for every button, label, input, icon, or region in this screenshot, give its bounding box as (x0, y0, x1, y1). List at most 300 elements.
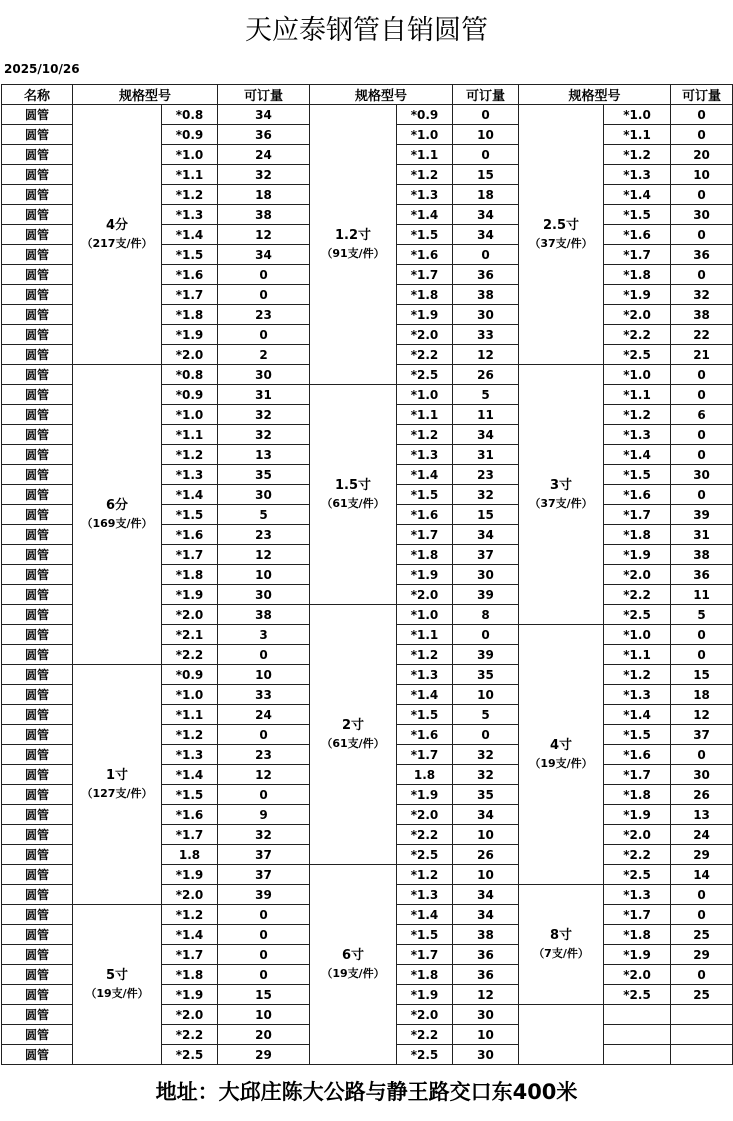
spec-cell: *0.9 (162, 125, 218, 145)
item-name-cell: 圆管 (2, 265, 73, 285)
qty-cell: 0 (671, 385, 733, 405)
qty-cell: 18 (218, 185, 310, 205)
spec-cell: *2.5 (397, 1045, 453, 1065)
qty-cell: 38 (218, 205, 310, 225)
qty-cell: 12 (453, 345, 519, 365)
spec-cell: *1.1 (604, 125, 671, 145)
qty-cell: 0 (671, 905, 733, 925)
spec-cell: *1.9 (397, 985, 453, 1005)
qty-cell: 34 (453, 425, 519, 445)
size-group-pack: （19支/件） (321, 966, 385, 980)
spec-cell: *1.7 (397, 745, 453, 765)
qty-cell: 15 (218, 985, 310, 1005)
size-group-pack: （61支/件） (321, 496, 385, 510)
qty-cell: 15 (453, 505, 519, 525)
qty-cell: 32 (218, 405, 310, 425)
spec-cell: *1.4 (397, 205, 453, 225)
spec-cell: *1.0 (397, 125, 453, 145)
qty-cell: 15 (453, 165, 519, 185)
spec-cell: 1.8 (397, 765, 453, 785)
qty-cell: 10 (453, 825, 519, 845)
spec-cell: *2.5 (397, 845, 453, 865)
spec-cell: *1.4 (162, 225, 218, 245)
empty-group-cell (519, 1005, 604, 1065)
qty-cell: 33 (453, 325, 519, 345)
spec-cell: *1.9 (604, 945, 671, 965)
qty-cell: 32 (218, 425, 310, 445)
header-name: 名称 (2, 85, 73, 105)
size-group-name: 1寸 (105, 767, 129, 783)
size-group-pack: （19支/件） (85, 986, 149, 1000)
spec-cell: *1.9 (162, 865, 218, 885)
spec-cell: *1.3 (162, 745, 218, 765)
spec-cell: *1.5 (604, 465, 671, 485)
spec-cell: *1.3 (604, 165, 671, 185)
spec-cell: *1.8 (604, 785, 671, 805)
qty-cell: 0 (671, 225, 733, 245)
size-group-name: 1.2寸 (335, 227, 372, 243)
qty-cell: 39 (453, 585, 519, 605)
qty-cell: 32 (218, 825, 310, 845)
spec-cell: *1.4 (397, 685, 453, 705)
qty-cell: 0 (671, 445, 733, 465)
spec-cell: *2.0 (397, 325, 453, 345)
qty-cell: 18 (671, 685, 733, 705)
spec-cell: *1.1 (162, 165, 218, 185)
spec-cell: *1.7 (604, 505, 671, 525)
spec-cell: *1.2 (397, 645, 453, 665)
spec-cell: *0.9 (162, 385, 218, 405)
spec-cell: *1.8 (162, 965, 218, 985)
qty-cell: 35 (218, 465, 310, 485)
qty-cell: 23 (218, 745, 310, 765)
qty-cell: 30 (671, 765, 733, 785)
item-name-cell: 圆管 (2, 445, 73, 465)
qty-cell: 0 (453, 145, 519, 165)
item-name-cell: 圆管 (2, 825, 73, 845)
spec-cell: *0.9 (162, 665, 218, 685)
qty-cell: 0 (218, 785, 310, 805)
spec-cell: *1.4 (162, 485, 218, 505)
spec-cell: *1.9 (397, 305, 453, 325)
qty-cell: 10 (671, 165, 733, 185)
spec-cell: *1.8 (397, 965, 453, 985)
item-name-cell: 圆管 (2, 325, 73, 345)
size-group-pack: （19支/件） (529, 756, 593, 770)
qty-cell: 0 (218, 925, 310, 945)
qty-cell: 0 (218, 725, 310, 745)
spec-cell: *0.8 (162, 105, 218, 125)
item-name-cell: 圆管 (2, 705, 73, 725)
qty-cell: 12 (671, 705, 733, 725)
spec-cell: *1.0 (162, 405, 218, 425)
qty-cell: 30 (453, 1045, 519, 1065)
spec-cell: *1.3 (397, 185, 453, 205)
qty-cell: 0 (218, 945, 310, 965)
spec-cell: *1.4 (604, 185, 671, 205)
size-group-cell (73, 905, 162, 1065)
item-name-cell: 圆管 (2, 205, 73, 225)
qty-cell: 36 (453, 945, 519, 965)
spec-cell: *1.2 (397, 865, 453, 885)
qty-cell: 38 (218, 605, 310, 625)
size-group-name: 2寸 (341, 717, 365, 733)
item-name-cell: 圆管 (2, 565, 73, 585)
qty-cell: 0 (671, 185, 733, 205)
qty-cell: 2 (218, 345, 310, 365)
spec-cell: *1.3 (604, 685, 671, 705)
qty-cell: 0 (218, 965, 310, 985)
spec-cell: *2.5 (604, 605, 671, 625)
spec-cell: *1.1 (397, 145, 453, 165)
spec-cell: *2.0 (604, 305, 671, 325)
spec-cell: *1.2 (397, 165, 453, 185)
qty-cell: 31 (218, 385, 310, 405)
spec-cell: *2.5 (604, 345, 671, 365)
size-group-cell (73, 365, 162, 665)
qty-cell: 34 (453, 525, 519, 545)
qty-cell: 0 (671, 625, 733, 645)
item-name-cell: 圆管 (2, 345, 73, 365)
item-name-cell: 圆管 (2, 365, 73, 385)
spec-cell: *2.0 (397, 585, 453, 605)
qty-cell: 34 (453, 225, 519, 245)
qty-cell: 32 (453, 745, 519, 765)
qty-cell: 29 (671, 945, 733, 965)
size-group-name: 3寸 (550, 477, 573, 493)
spec-cell: *1.0 (604, 365, 671, 385)
item-name-cell: 圆管 (2, 185, 73, 205)
spec-cell: *1.0 (604, 105, 671, 125)
spec-cell: *1.6 (397, 245, 453, 265)
item-name-cell: 圆管 (2, 885, 73, 905)
spec-cell: *1.1 (397, 405, 453, 425)
qty-cell: 32 (671, 285, 733, 305)
item-name-cell: 圆管 (2, 245, 73, 265)
spec-cell: *2.2 (162, 1025, 218, 1045)
spec-cell: *1.5 (604, 205, 671, 225)
spec-cell: *1.3 (604, 885, 671, 905)
item-name-cell: 圆管 (2, 785, 73, 805)
spec-cell: *1.0 (604, 625, 671, 645)
spec-cell: *1.5 (604, 725, 671, 745)
spec-cell: *1.1 (162, 705, 218, 725)
item-name-cell: 圆管 (2, 385, 73, 405)
empty-spec-cell (604, 1005, 671, 1025)
spec-cell: *1.2 (162, 185, 218, 205)
spec-cell: *1.9 (604, 805, 671, 825)
qty-cell: 24 (218, 145, 310, 165)
qty-cell: 12 (218, 765, 310, 785)
spec-cell: *2.0 (604, 965, 671, 985)
size-group-name: 8寸 (550, 927, 573, 943)
item-name-cell: 圆管 (2, 805, 73, 825)
qty-cell: 36 (671, 245, 733, 265)
qty-cell: 39 (453, 645, 519, 665)
spec-cell: *1.2 (162, 905, 218, 925)
qty-cell: 38 (453, 925, 519, 945)
spec-cell: *1.7 (604, 245, 671, 265)
spec-cell: *1.8 (604, 525, 671, 545)
spec-cell: *1.7 (397, 945, 453, 965)
spec-cell: *1.2 (604, 665, 671, 685)
qty-cell: 38 (453, 285, 519, 305)
qty-cell: 34 (218, 245, 310, 265)
item-name-cell: 圆管 (2, 225, 73, 245)
spec-cell: *1.3 (397, 445, 453, 465)
qty-cell: 31 (671, 525, 733, 545)
spec-cell: *2.2 (604, 585, 671, 605)
qty-cell: 12 (218, 225, 310, 245)
qty-cell: 23 (218, 525, 310, 545)
size-group-name: 2.5寸 (543, 217, 580, 233)
qty-cell: 37 (218, 865, 310, 885)
qty-cell: 0 (218, 265, 310, 285)
qty-cell: 10 (218, 1005, 310, 1025)
item-name-cell: 圆管 (2, 905, 73, 925)
spec-cell: *1.9 (162, 585, 218, 605)
spec-cell: *2.2 (604, 325, 671, 345)
qty-cell: 15 (671, 665, 733, 685)
table-body (2, 105, 733, 1065)
qty-cell: 13 (218, 445, 310, 465)
spec-cell: *1.1 (397, 625, 453, 645)
header-spec: 规格型号 (310, 85, 453, 105)
qty-cell: 34 (453, 885, 519, 905)
qty-cell: 26 (453, 365, 519, 385)
item-name-cell: 圆管 (2, 985, 73, 1005)
size-group-cell (310, 865, 397, 1065)
qty-cell: 31 (453, 445, 519, 465)
size-group-cell (73, 105, 162, 365)
spec-cell: *1.2 (162, 725, 218, 745)
qty-cell: 37 (453, 545, 519, 565)
inventory-table (1, 84, 733, 1065)
qty-cell: 5 (453, 705, 519, 725)
item-name-cell: 圆管 (2, 725, 73, 745)
qty-cell: 25 (671, 925, 733, 945)
item-name-cell: 圆管 (2, 745, 73, 765)
item-name-cell: 圆管 (2, 625, 73, 645)
size-group-name: 4分 (105, 217, 129, 233)
item-name-cell: 圆管 (2, 965, 73, 985)
qty-cell: 0 (218, 285, 310, 305)
spec-cell: *2.5 (604, 985, 671, 1005)
spec-cell: *1.4 (604, 445, 671, 465)
item-name-cell: 圆管 (2, 485, 73, 505)
spec-cell: *1.1 (604, 385, 671, 405)
qty-cell: 13 (671, 805, 733, 825)
spec-cell: *0.9 (397, 105, 453, 125)
spec-cell: *1.9 (397, 565, 453, 585)
qty-cell: 39 (218, 885, 310, 905)
size-group-cell (519, 885, 604, 1005)
qty-cell: 0 (453, 625, 519, 645)
spec-cell: *1.7 (604, 765, 671, 785)
size-group-name: 6寸 (341, 947, 365, 963)
qty-cell: 5 (453, 385, 519, 405)
spec-cell: *1.8 (397, 545, 453, 565)
qty-cell: 18 (453, 185, 519, 205)
qty-cell: 0 (218, 325, 310, 345)
qty-cell: 33 (218, 685, 310, 705)
qty-cell: 0 (453, 105, 519, 125)
spec-cell: *1.6 (162, 525, 218, 545)
spec-cell: *1.4 (162, 765, 218, 785)
spec-cell: *2.1 (162, 625, 218, 645)
spec-cell: *1.5 (397, 705, 453, 725)
spec-cell: *1.8 (604, 925, 671, 945)
spec-cell: *2.2 (397, 825, 453, 845)
qty-cell: 29 (218, 1045, 310, 1065)
qty-cell: 20 (671, 145, 733, 165)
spec-cell: *0.8 (162, 365, 218, 385)
spec-cell: *2.2 (397, 345, 453, 365)
qty-cell: 12 (218, 545, 310, 565)
spec-cell: 1.8 (162, 845, 218, 865)
item-name-cell: 圆管 (2, 765, 73, 785)
spec-cell: *1.0 (162, 685, 218, 705)
qty-cell: 0 (671, 365, 733, 385)
spec-cell: *1.5 (397, 925, 453, 945)
spec-cell: *2.0 (397, 805, 453, 825)
spec-cell: *1.1 (604, 645, 671, 665)
spec-cell: *1.9 (162, 325, 218, 345)
size-group-cell (310, 605, 397, 865)
spec-cell: *2.0 (604, 825, 671, 845)
qty-cell: 30 (671, 465, 733, 485)
spec-cell: *1.5 (397, 225, 453, 245)
size-group-name: 1.5寸 (335, 477, 372, 493)
spec-cell: *2.5 (162, 1045, 218, 1065)
qty-cell: 34 (453, 205, 519, 225)
qty-cell: 21 (671, 345, 733, 365)
item-name-cell: 圆管 (2, 865, 73, 885)
qty-cell: 30 (218, 365, 310, 385)
item-name-cell: 圆管 (2, 105, 73, 125)
item-name-cell: 圆管 (2, 1025, 73, 1045)
qty-cell: 32 (218, 165, 310, 185)
qty-cell: 0 (671, 105, 733, 125)
spec-cell: *1.9 (604, 285, 671, 305)
item-name-cell: 圆管 (2, 285, 73, 305)
item-name-cell: 圆管 (2, 545, 73, 565)
spec-cell: *1.7 (162, 945, 218, 965)
qty-cell: 14 (671, 865, 733, 885)
spec-cell: *1.6 (604, 485, 671, 505)
qty-cell: 36 (453, 265, 519, 285)
qty-cell: 39 (671, 505, 733, 525)
spec-cell: *1.9 (397, 785, 453, 805)
spec-cell: *1.3 (162, 205, 218, 225)
size-group-name: 4寸 (550, 737, 573, 753)
spec-cell: *1.0 (397, 605, 453, 625)
qty-cell: 8 (453, 605, 519, 625)
qty-cell: 0 (671, 485, 733, 505)
qty-cell: 11 (671, 585, 733, 605)
spec-cell: *1.9 (604, 545, 671, 565)
item-name-cell: 圆管 (2, 605, 73, 625)
spec-cell: *1.4 (397, 905, 453, 925)
qty-cell: 0 (218, 905, 310, 925)
spec-cell: *1.3 (397, 885, 453, 905)
spec-cell: *1.5 (162, 245, 218, 265)
size-group-name: 6分 (105, 497, 129, 513)
spec-cell: *1.2 (162, 445, 218, 465)
qty-cell: 34 (453, 805, 519, 825)
spec-cell: *1.5 (162, 505, 218, 525)
page-title: 天应泰钢管自销圆管 (245, 15, 488, 46)
spec-cell: *1.7 (604, 905, 671, 925)
size-group-cell (73, 665, 162, 905)
spec-cell: *1.6 (162, 265, 218, 285)
qty-cell: 30 (453, 565, 519, 585)
qty-cell: 0 (671, 125, 733, 145)
spec-cell: *1.0 (397, 385, 453, 405)
spec-cell: *2.0 (397, 1005, 453, 1025)
size-group-cell (310, 105, 397, 385)
spec-cell: *1.6 (397, 505, 453, 525)
qty-cell: 0 (671, 885, 733, 905)
header-qty: 可订量 (671, 85, 733, 105)
size-group-pack: （61支/件） (321, 736, 385, 750)
spec-cell: *1.8 (162, 565, 218, 585)
qty-cell: 0 (453, 245, 519, 265)
spec-cell: *1.2 (397, 425, 453, 445)
spec-cell: *2.0 (162, 885, 218, 905)
item-name-cell: 圆管 (2, 145, 73, 165)
size-group-cell (519, 365, 604, 625)
size-group-cell (519, 625, 604, 885)
qty-cell: 11 (453, 405, 519, 425)
size-group-name: 5寸 (105, 967, 129, 983)
spec-cell: *2.0 (162, 605, 218, 625)
qty-cell: 36 (453, 965, 519, 985)
qty-cell: 0 (453, 725, 519, 745)
qty-cell: 32 (453, 485, 519, 505)
qty-cell: 10 (453, 685, 519, 705)
qty-cell: 34 (453, 905, 519, 925)
qty-cell: 12 (453, 985, 519, 1005)
spec-cell: *1.8 (162, 305, 218, 325)
item-name-cell: 圆管 (2, 585, 73, 605)
spec-cell: *2.2 (162, 645, 218, 665)
size-group-pack: （127支/件） (81, 786, 153, 800)
qty-cell: 29 (671, 845, 733, 865)
spec-cell: *1.2 (604, 405, 671, 425)
qty-cell: 22 (671, 325, 733, 345)
qty-cell: 0 (671, 425, 733, 445)
qty-cell: 30 (453, 305, 519, 325)
table-row (2, 105, 733, 125)
item-name-cell: 圆管 (2, 845, 73, 865)
qty-cell: 35 (453, 665, 519, 685)
size-group-pack: （37支/件） (529, 496, 593, 510)
qty-cell: 0 (671, 645, 733, 665)
spec-cell: *1.4 (604, 705, 671, 725)
spec-cell: *1.4 (162, 925, 218, 945)
qty-cell: 30 (671, 205, 733, 225)
spec-cell: *1.7 (397, 525, 453, 545)
item-name-cell: 圆管 (2, 125, 73, 145)
qty-cell: 5 (218, 505, 310, 525)
spec-cell: *1.4 (397, 465, 453, 485)
spec-cell: *2.5 (397, 365, 453, 385)
spec-cell: *1.7 (162, 825, 218, 845)
qty-cell: 30 (453, 1005, 519, 1025)
qty-cell: 24 (671, 825, 733, 845)
size-group-cell (519, 105, 604, 365)
